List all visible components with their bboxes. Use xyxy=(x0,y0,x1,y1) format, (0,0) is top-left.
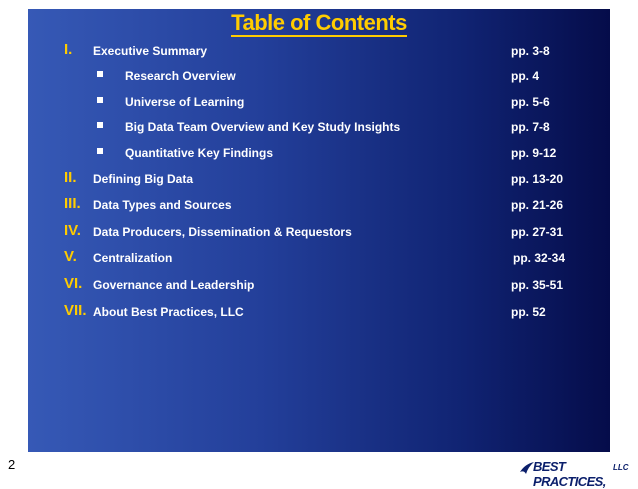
toc-entry-4 xyxy=(0,222,638,245)
square-bullet-icon xyxy=(97,71,103,77)
page-title xyxy=(0,10,638,37)
subsection-title: Universe of Learning xyxy=(125,95,245,109)
section-numeral: II. xyxy=(64,169,77,186)
page-range: pp. 27-31 xyxy=(511,225,564,239)
page-range: pp. 13-20 xyxy=(511,172,564,186)
page-title-text: Table of Contents xyxy=(231,10,407,35)
toc-entry-5 xyxy=(0,248,638,271)
section-numeral: VII. xyxy=(64,302,87,319)
section-numeral: I. xyxy=(64,41,73,58)
section-title: Executive Summary xyxy=(93,44,208,58)
toc-subentry-4 xyxy=(0,146,638,166)
subsection-title: Big Data Team Overview and Key Study Insights xyxy=(125,120,401,134)
page-range: pp. 5-6 xyxy=(511,95,550,109)
slide-page-number: 2 xyxy=(8,457,16,472)
company-logo xyxy=(520,458,629,489)
toc-subentry-2 xyxy=(0,95,638,115)
page-range: pp. 35-51 xyxy=(511,278,564,292)
page-range: pp. 21-26 xyxy=(511,198,564,212)
swoosh-icon xyxy=(520,462,534,474)
toc-entry-7 xyxy=(0,302,638,325)
page-range: pp. 3-8 xyxy=(511,44,550,58)
toc-entry-6 xyxy=(0,275,638,298)
square-bullet-icon xyxy=(97,122,103,128)
section-title: Data Producers, Dissemination & Requestors xyxy=(93,225,352,239)
section-numeral: IV. xyxy=(64,222,81,239)
section-title: About Best Practices, LLC xyxy=(93,305,244,319)
toc-subentry-1 xyxy=(0,69,638,89)
section-numeral: VI. xyxy=(64,275,83,292)
page-range: pp. 9-12 xyxy=(511,146,557,160)
section-title: Defining Big Data xyxy=(93,172,194,186)
logo-wordmark: BEST PRACTICES, xyxy=(533,459,606,489)
page-range: pp. 32-34 xyxy=(513,251,566,265)
section-title: Governance and Leadership xyxy=(93,278,255,292)
square-bullet-icon xyxy=(97,97,103,103)
square-bullet-icon xyxy=(97,148,103,154)
page-range: pp. 7-8 xyxy=(511,120,550,134)
section-title: Data Types and Sources xyxy=(93,198,232,212)
page-range: pp. 4 xyxy=(511,69,540,83)
toc-entry-1 xyxy=(0,41,638,64)
section-numeral: III. xyxy=(64,195,81,212)
page-range: pp. 52 xyxy=(511,305,546,319)
subsection-title: Quantitative Key Findings xyxy=(125,146,274,160)
section-numeral: V. xyxy=(64,248,77,265)
toc-subentry-3 xyxy=(0,120,638,140)
section-title: Centralization xyxy=(93,251,173,265)
toc-entry-3 xyxy=(0,195,638,218)
subsection-title: Research Overview xyxy=(125,69,236,83)
logo-suffix: LLC xyxy=(613,463,629,472)
toc-entry-2 xyxy=(0,169,638,192)
